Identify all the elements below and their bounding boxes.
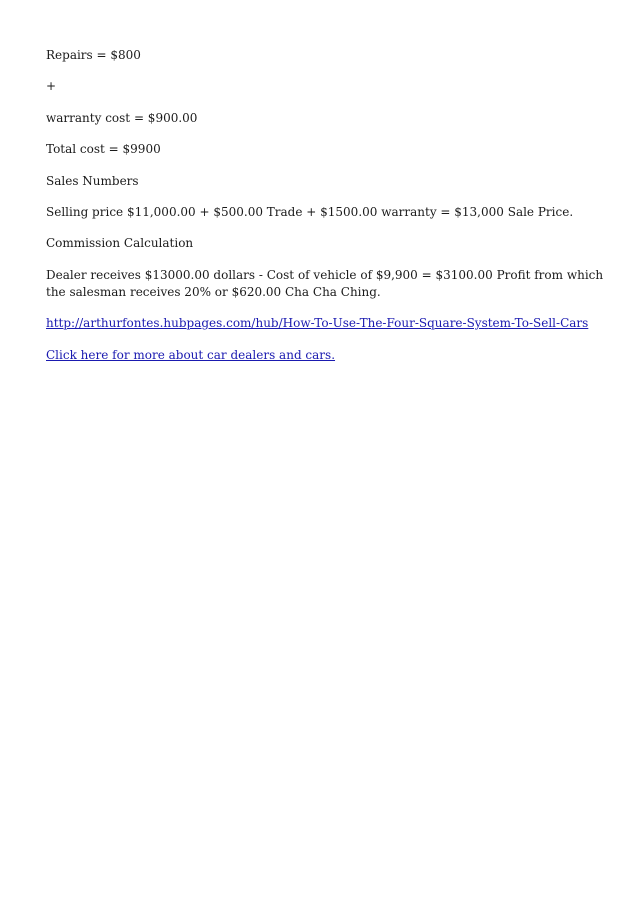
dealer-receives-paragraph: Dealer receives $13000.00 dollars - Cost of vehicle of $9,900 = $3100.00 Profit from which the salesman receives 20% or $620.00 Cha Cha Ching. <box>46 267 604 299</box>
hubpages-link[interactable]: http://arthurfontes.hubpages.com/hub/How-To-Use-The-Four-Square-System-To-Sell-Cars <box>46 316 589 331</box>
repairs-line: Repairs = $800 <box>46 48 141 62</box>
total-cost-line: Total cost = $9900 <box>46 142 161 157</box>
sales-numbers-heading: Sales Numbers <box>46 173 139 188</box>
warranty-cost-line: warranty cost = $900.00 <box>46 110 198 125</box>
more-about-cars-link[interactable]: Click here for more about car dealers and cars. <box>46 347 336 362</box>
plus-line: + <box>46 79 57 94</box>
hubpages-link-paragraph <box>46 315 606 332</box>
more-about-link-paragraph <box>46 347 606 364</box>
selling-price-line: Selling price $11,000.00 + $500.00 Trade + $1500.00 warranty = $13,000 Sale Price. <box>46 204 574 219</box>
document-page <box>46 47 606 378</box>
commission-calculation-heading: Commission Calculation <box>46 236 194 251</box>
